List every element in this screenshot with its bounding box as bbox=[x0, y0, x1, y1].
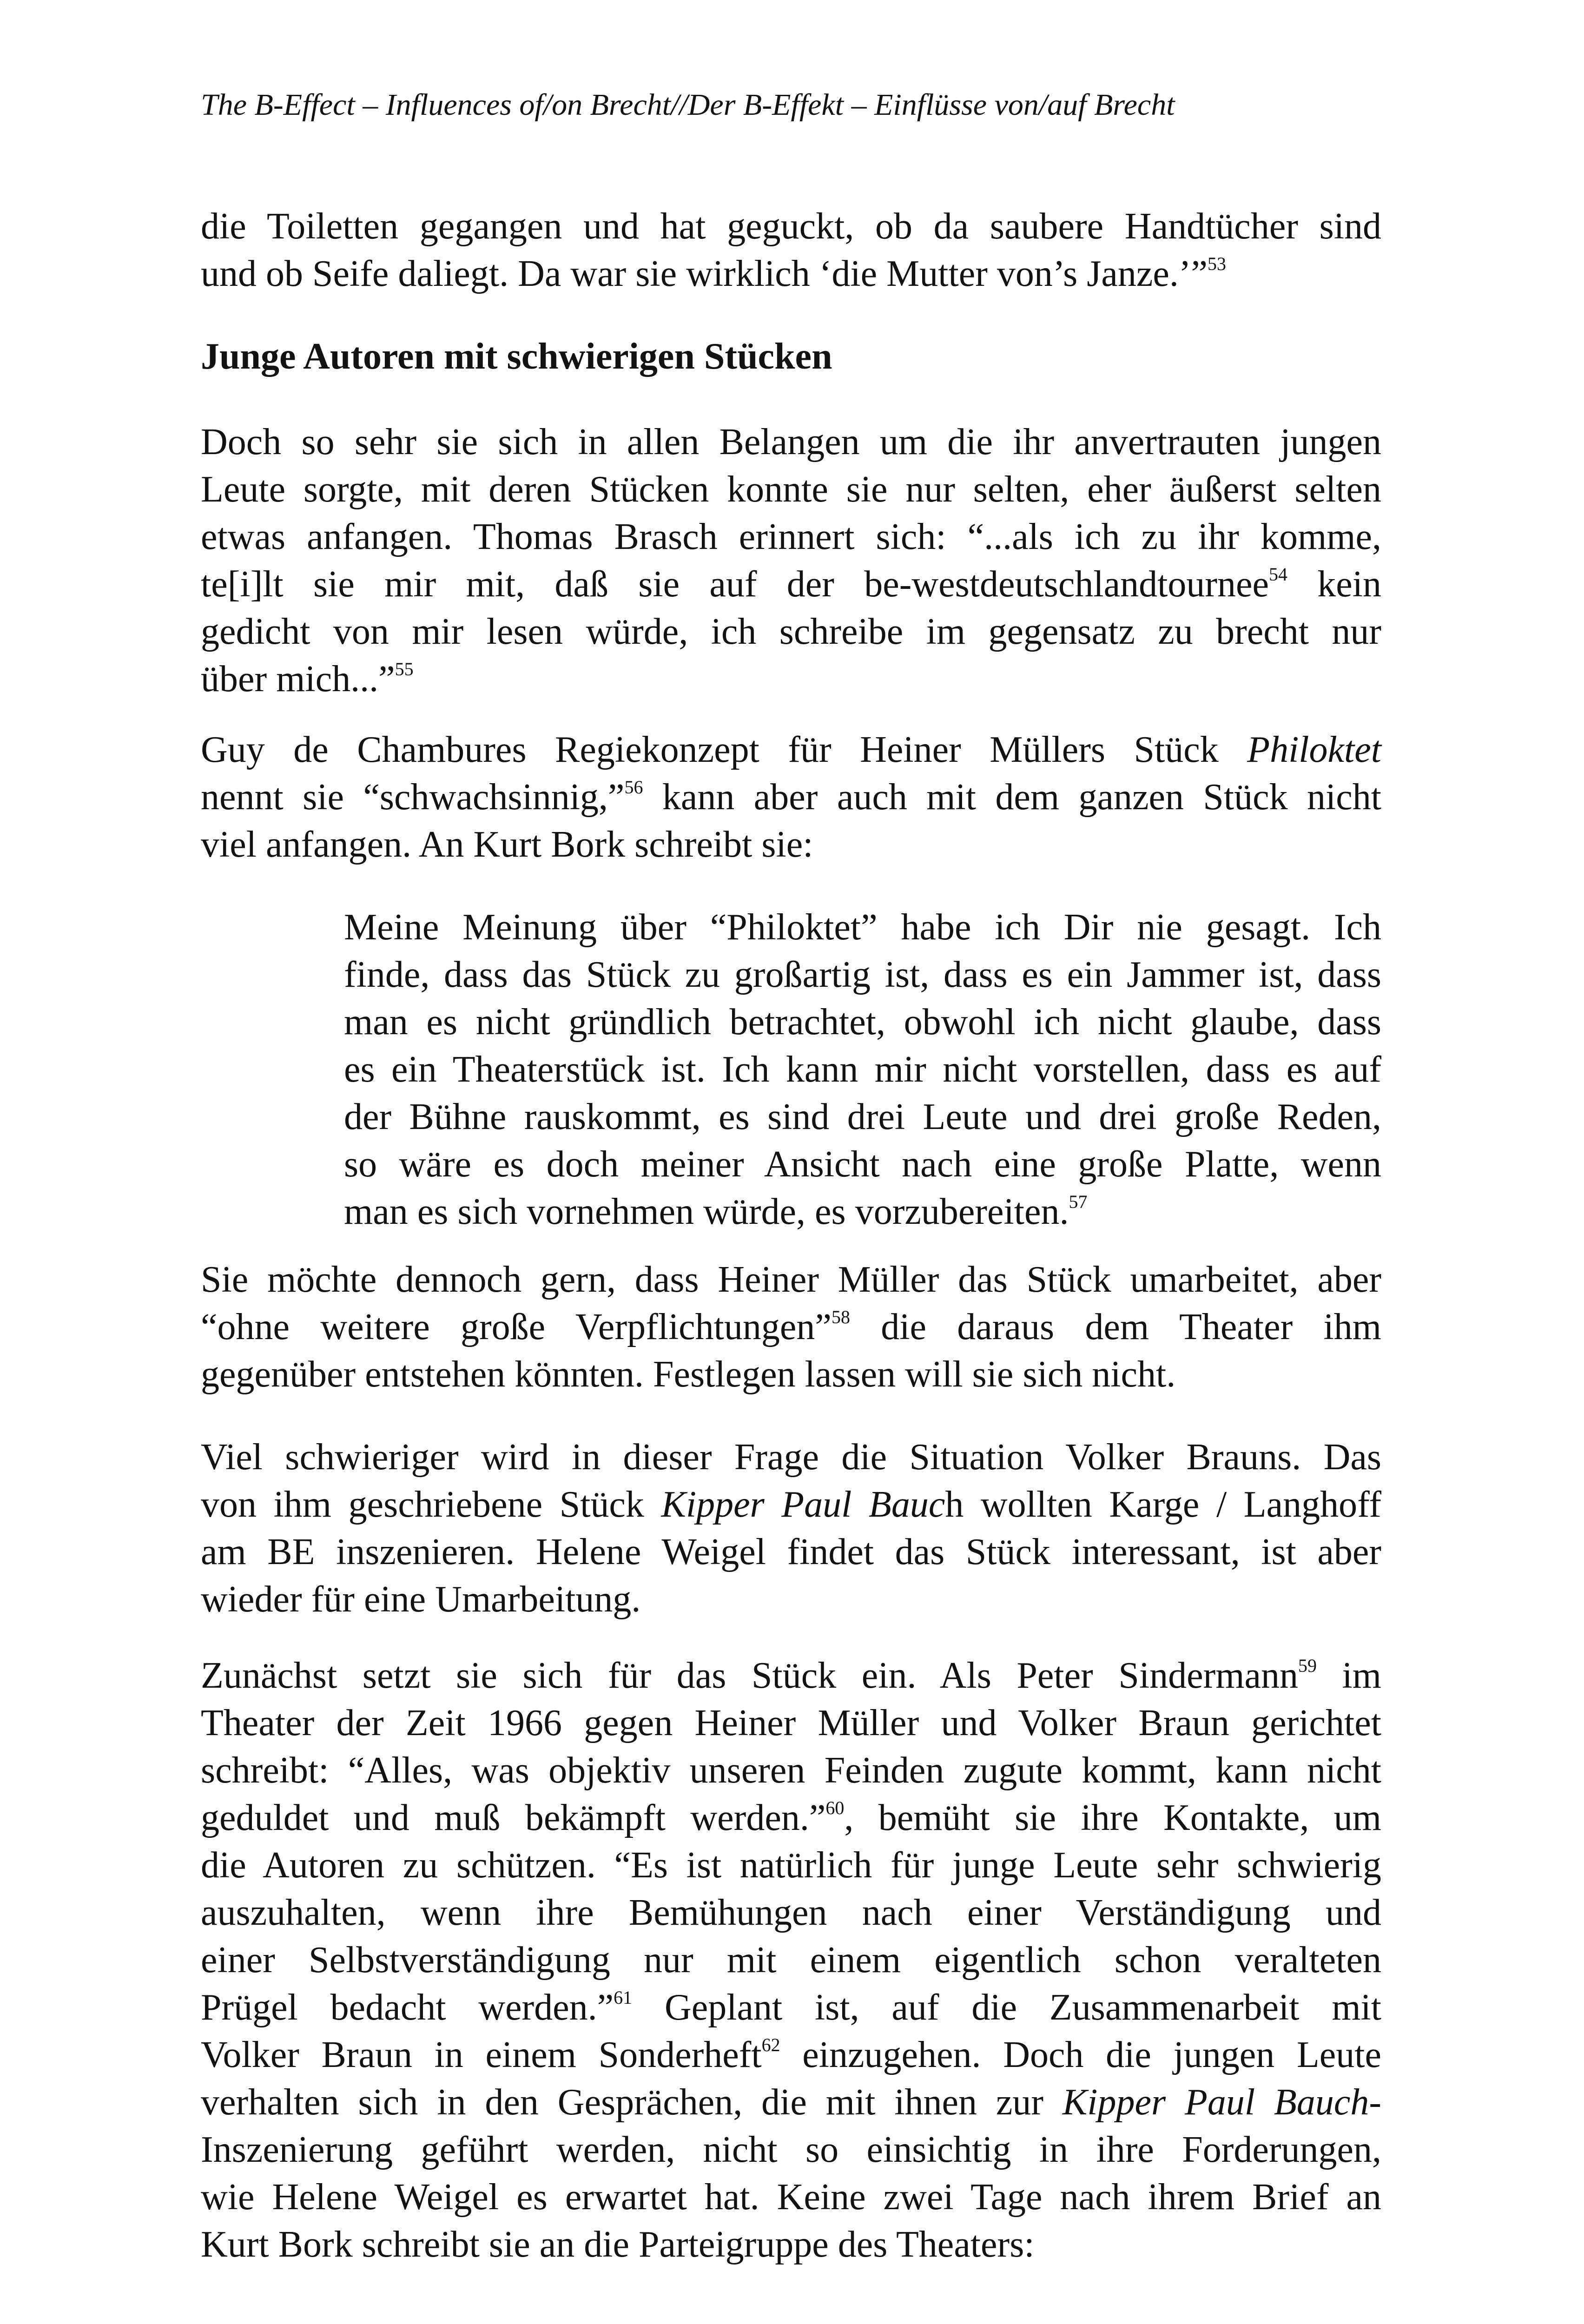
footnote-ref-62: 62 bbox=[761, 2034, 780, 2055]
text-line: Viel schwieriger wird in dieser Frage die Situation Volker Brauns. Das bbox=[201, 1437, 1381, 1478]
text-line: finde, dass das Stück zu großartig ist, dass es ein Jammer ist, dass bbox=[344, 954, 1381, 995]
paragraph-5 bbox=[201, 1433, 1381, 1623]
text-line bbox=[201, 655, 1381, 703]
text-span: nennt sie “schwachsinnig,” bbox=[201, 777, 625, 818]
text-line: Sie möchte dennoch gern, dass Heiner Müller das Stück umarbeitet, aber bbox=[201, 1259, 1381, 1300]
text-line: gedicht von mir lesen würde, ich schreibe im gegensatz zu brecht nur bbox=[201, 611, 1381, 652]
text-line: man es nicht gründlich betrachtet, obwohl ich nicht glaube, dass bbox=[344, 1002, 1381, 1043]
text-line bbox=[201, 1794, 1381, 1842]
text-line: Meine Meinung über “Philoktet” habe ich Dir nie gesagt. Ich bbox=[344, 907, 1381, 948]
text-span: geduldet und muß bekämpft werden.” bbox=[201, 1797, 826, 1838]
text-line bbox=[201, 2031, 1381, 2079]
text-line: wieder für eine Umarbeitung. bbox=[201, 1579, 641, 1620]
footnote-ref-55: 55 bbox=[395, 659, 414, 680]
paragraph-1 bbox=[201, 203, 1381, 297]
footnote-ref-60: 60 bbox=[825, 1797, 845, 1818]
text-span: te[i]lt sie mir mit, daß sie auf der be-westdeutschlandtournee bbox=[201, 564, 1269, 605]
text-line: wie Helene Weigel es erwartet hat. Keine zwei Tage nach ihrem Brief an bbox=[201, 2177, 1381, 2218]
text-line bbox=[201, 1652, 1381, 1699]
text-span: über mich...” bbox=[201, 659, 395, 700]
footnote-ref-61: 61 bbox=[614, 1987, 633, 2008]
text-span: Prügel bedacht werden.” bbox=[201, 1987, 614, 2028]
text-line: es ein Theaterstück ist. Ich kann mir nicht vorstellen, dass es auf bbox=[344, 1049, 1381, 1090]
text-line: etwas anfangen. Thomas Brasch erinnert sich: “...als ich zu ihr komme, bbox=[201, 516, 1381, 557]
text-span: Geplant ist, auf die Zusammenarbeit mit bbox=[632, 1987, 1381, 2028]
work-title: Kipper Paul Bauch- bbox=[1062, 2082, 1381, 2123]
text-line: viel anfangen. An Kurt Bork schreibt sie: bbox=[201, 824, 813, 865]
text-line: auszuhalten, wenn ihre Bemühungen nach einer Verständigung und bbox=[201, 1892, 1381, 1933]
text-line bbox=[201, 2079, 1381, 2126]
footnote-ref-59: 59 bbox=[1298, 1655, 1317, 1676]
text-span: , bemüht sie ihre Kontakte, um bbox=[844, 1797, 1382, 1838]
text-span: kann aber auch mit dem ganzen Stück nicht bbox=[643, 777, 1381, 818]
text-span: verhalten sich in den Gesprächen, die mit ihnen zur bbox=[201, 2082, 1063, 2123]
work-title: Philoktet bbox=[1247, 729, 1381, 770]
text-line: schreibt: “Alles, was objektiv unseren Feinden zugute kommt, kann nicht bbox=[201, 1750, 1381, 1791]
text-line bbox=[201, 1481, 1381, 1528]
footnote-ref-56: 56 bbox=[624, 777, 643, 798]
text-line: gegenüber entstehen könnten. Festlegen lassen will sie sich nicht. bbox=[201, 1354, 1176, 1395]
text-line: einer Selbstverständigung nur mit einem eigentlich schon veralteten bbox=[201, 1940, 1381, 1981]
text-line bbox=[201, 561, 1381, 608]
paragraph-4 bbox=[201, 1256, 1381, 1398]
text-line: Theater der Zeit 1966 gegen Heiner Müller und Volker Braun gerichtet bbox=[201, 1703, 1381, 1743]
paragraph-3 bbox=[201, 726, 1381, 868]
text-span: die daraus dem Theater ihm bbox=[850, 1307, 1381, 1347]
text-line: der Bühne rauskommt, es sind drei Leute und drei große Reden, bbox=[344, 1096, 1381, 1137]
text-line: so wäre es doch meiner Ansicht nach eine große Platte, wenn bbox=[344, 1144, 1381, 1185]
text-line: Doch so sehr sie sich in allen Belangen um die ihr anvertrauten jungen bbox=[201, 422, 1381, 462]
text-span: einzugehen. Doch die jungen Leute bbox=[780, 2034, 1381, 2075]
section-heading: Junge Autoren mit schwierigen Stücken bbox=[201, 336, 832, 377]
running-head: The B-Effect – Influences of/on Brecht//Der B-Effekt – Einflüsse von/auf Brecht bbox=[201, 88, 1175, 122]
text-span: man es sich vornehmen würde, es vorzubereiten. bbox=[344, 1191, 1069, 1232]
text-line bbox=[201, 726, 1381, 773]
work-title: Kipper Paul Bauc bbox=[661, 1484, 945, 1525]
block-quote bbox=[344, 904, 1381, 1235]
text-line: die Autoren zu schützen. “Es ist natürlich für junge Leute sehr schwierig bbox=[201, 1845, 1381, 1886]
text-span: h wollten Karge / Langhoff bbox=[945, 1484, 1382, 1525]
text-span: und ob Seife daliegt. Da war sie wirklich ‘die Mutter von’s Janze.’” bbox=[201, 253, 1208, 294]
paragraph-6 bbox=[201, 1652, 1381, 2268]
text-line: am BE inszenieren. Helene Weigel findet das Stück interessant, ist aber bbox=[201, 1532, 1381, 1572]
text-line: Inszenierung geführt werden, nicht so einsichtig in ihre Forderungen, bbox=[201, 2129, 1381, 2170]
text-line bbox=[201, 250, 1381, 297]
text-line bbox=[201, 1984, 1381, 2031]
text-span: kein bbox=[1287, 564, 1381, 605]
text-line: Kurt Bork schreibt sie an die Parteigruppe des Theaters: bbox=[201, 2224, 1035, 2265]
text-line: Leute sorgte, mit deren Stücken konnte sie nur selten, eher äußerst selten bbox=[201, 469, 1381, 510]
footnote-ref-58: 58 bbox=[831, 1307, 850, 1327]
text-line: die Toiletten gegangen und hat geguckt, ob da saubere Handtücher sind bbox=[201, 206, 1381, 247]
text-line bbox=[201, 1303, 1381, 1351]
footnote-ref-53: 53 bbox=[1208, 253, 1227, 274]
paragraph-2 bbox=[201, 418, 1381, 703]
text-span: Zunächst setzt sie sich für das Stück ein. Als Peter Sindermann bbox=[201, 1655, 1298, 1696]
text-span: im bbox=[1316, 1655, 1382, 1696]
footnote-ref-54: 54 bbox=[1268, 564, 1287, 585]
text-span: “ohne weitere große Verpflichtungen” bbox=[201, 1307, 832, 1347]
text-span: von ihm geschriebene Stück bbox=[201, 1484, 661, 1525]
text-span: Guy de Chambures Regiekonzept für Heiner Müllers Stück bbox=[201, 729, 1247, 770]
footnote-ref-57: 57 bbox=[1069, 1191, 1088, 1212]
text-span: Volker Braun in einem Sonderheft bbox=[201, 2034, 762, 2075]
text-line bbox=[344, 1188, 1381, 1235]
text-line bbox=[201, 773, 1381, 821]
